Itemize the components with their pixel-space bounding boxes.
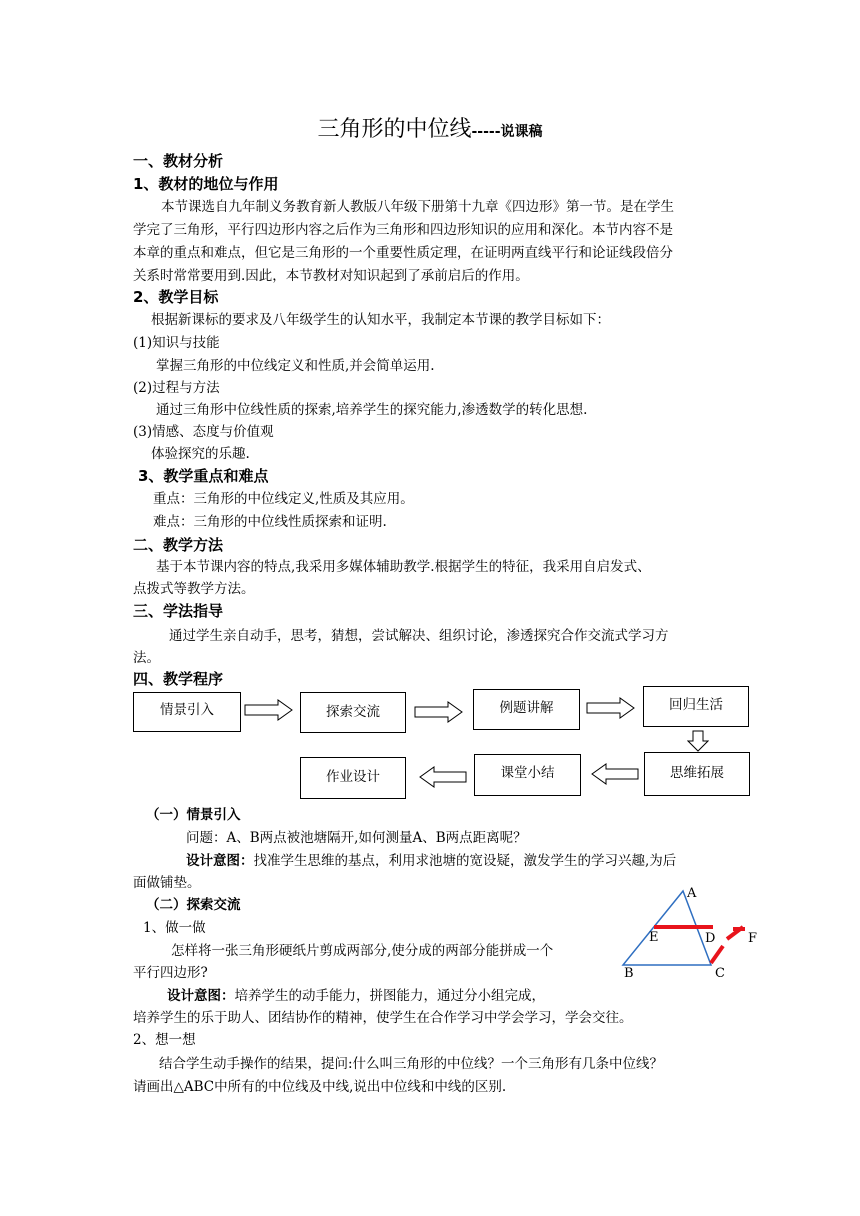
paragraph-line: 根据新课标的要求及八年级学生的认知水平，我制定本节课的教学目标如下：: [151, 312, 610, 328]
design-intent-label: 设计意图：: [167, 988, 235, 1004]
key-point: 重点：三角形的中位线定义,性质及其应用。: [153, 491, 414, 507]
design-intent-text: 找准学生思维的基点，利用求池塘的宽设疑，激发学生的学习兴趣,为后: [253, 853, 677, 869]
paragraph-line: 平行四边形?: [133, 965, 208, 981]
right-arrow-icon: [586, 697, 636, 719]
paragraph-line: 通过学生亲自动手，思考，猜想，尝试解决、组织讨论，渗透探究合作交流式学习方: [169, 628, 669, 644]
flow-step-5: 思维拓展: [644, 752, 750, 796]
goal-text: 掌握三角形的中位线定义和性质,并会简单运用.: [156, 358, 435, 374]
title-main: 三角形的中位线: [317, 117, 472, 142]
paragraph-line: 结合学生动手操作的结果，提问:什么叫三角形的中位线？一个三角形有几条中位线？: [159, 1056, 664, 1072]
right-arrow-icon: [244, 699, 294, 721]
goal-text: 体验探究的乐趣.: [151, 446, 250, 462]
part-heading-1: （一）情景引入: [146, 807, 241, 823]
design-intent-label: 设计意图：: [186, 853, 254, 869]
paragraph-line: 学完了三角形，平行四边形内容之后作为三角形和四边形知识的应用和深化。本节内容不是: [133, 222, 673, 238]
flow-step-6: 课堂小结: [474, 754, 581, 796]
flow-step-4: 回归生活: [643, 686, 749, 727]
subheading-do: 1、做一做: [143, 920, 206, 936]
flow-step-7: 作业设计: [300, 757, 406, 799]
triangle-figure: [615, 885, 765, 995]
flow-step-1: 情景引入: [133, 692, 241, 732]
vertex-label-a: A: [687, 886, 697, 901]
subheading-1-1: 1、教材的地位与作用: [133, 175, 279, 193]
paragraph-line: 本节课选自九年制义务教育新人教版八年级下册第十九章《四边形》第一节。是在学生: [161, 199, 674, 215]
goal-label: (1)知识与技能: [133, 335, 220, 351]
paragraph-line: 点拨式等教学方法。: [133, 581, 255, 597]
section-heading-4: 四、教学程序: [133, 670, 224, 688]
goal-label: (3)情感、态度与价值观: [133, 424, 274, 440]
question-text: 问题：A、B两点被池塘隔开,如何测量A、B两点距离呢？: [186, 830, 527, 846]
right-arrow-icon: [414, 701, 464, 723]
section-heading-2: 二、教学方法: [133, 536, 224, 554]
flow-step-3: 例题讲解: [473, 689, 580, 730]
vertex-label-f: F: [748, 931, 758, 946]
down-arrow-icon: [687, 730, 709, 752]
goal-text: 通过三角形中位线性质的探索,培养学生的探究能力,渗透数学的转化思想.: [156, 402, 588, 418]
flow-step-2: 探索交流: [300, 692, 406, 733]
section-heading-3: 三、学法指导: [133, 602, 224, 620]
part-heading-2: （二）探索交流: [146, 897, 241, 913]
vertex-label-d: D: [705, 931, 716, 946]
paragraph-line: 怎样将一张三角形硬纸片剪成两部分,使分成的两部分能拼成一个: [171, 943, 554, 959]
design-intent-text: 培养学生的动手能力，拼图能力，通过分小组完成，: [234, 988, 545, 1004]
subheading-1-3: 3、教学重点和难点: [138, 467, 269, 485]
paragraph-line: 培养学生的乐于助人、团结协作的精神，使学生在合作学习中学会学习，学会交往。: [133, 1010, 633, 1026]
vertex-label-c: C: [715, 966, 725, 981]
difficult-point: 难点：三角形的中位线性质探索和证明.: [153, 514, 387, 530]
subheading-think: 2、想一想: [133, 1032, 196, 1048]
goal-label: (2)过程与方法: [133, 380, 220, 396]
vertex-label-b: B: [624, 966, 634, 981]
paragraph-line: 关系时常常要用到.因此，本节教材对知识起到了承前启后的作用。: [133, 268, 529, 284]
design-intent: [186, 851, 676, 871]
paragraph-line: 基于本节课内容的特点,我采用多媒体辅助教学.根据学生的特征，我采用自启发式、: [156, 559, 651, 575]
paragraph-line: 请画出△ABC中所有的中位线及中线,说出中位线和中线的区别.: [133, 1079, 507, 1095]
subheading-1-2: 2、教学目标: [133, 288, 219, 306]
left-arrow-icon: [591, 763, 639, 785]
paragraph-line: 本章的重点和难点，但它是三角形的一个重要性质定理，在证明两直线平行和论证线段倍分: [133, 245, 673, 261]
title-sub: -----说课稿: [471, 124, 543, 140]
vertex-label-e: E: [649, 930, 659, 945]
paragraph-line: 面做铺垫。: [133, 875, 201, 891]
design-intent: [167, 986, 545, 1006]
document-title: [0, 112, 860, 143]
left-arrow-icon: [419, 766, 467, 788]
section-heading-1: 一、教材分析: [133, 152, 224, 170]
cut-line-fc: [711, 946, 723, 963]
paragraph-line: 法。: [133, 650, 160, 666]
